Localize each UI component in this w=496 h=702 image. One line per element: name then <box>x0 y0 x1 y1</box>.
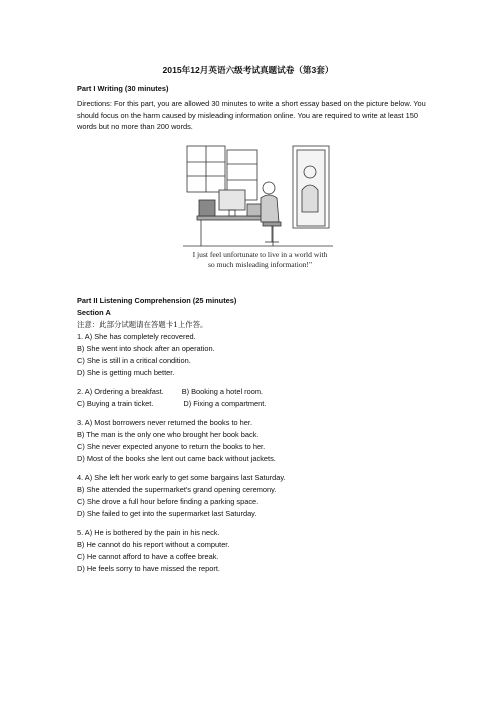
q3-option-c: C) She never expected anyone to return the books to her. <box>77 442 266 451</box>
caption-line-1: I just feel unfortunate to live in a world with <box>192 250 328 259</box>
q1-option-c: C) She is still in a critical condition. <box>77 356 191 365</box>
q2-option-a: 2. A) Ordering a breakfast. <box>77 387 164 396</box>
q3-option-b: B) The man is the only one who brought her book back. <box>77 430 259 439</box>
q3-option-d: D) Most of the books she lent out came back without jackets. <box>77 454 276 463</box>
caption-line-2: so much misleading information!" <box>207 260 313 269</box>
q1-option-b: B) She went into shock after an operation. <box>77 344 215 353</box>
page-title: 2015年12月英语六级考试真题试卷（第3套） <box>162 65 334 75</box>
q2-option-c: C) Buying a train ticket. <box>77 399 154 408</box>
section-a-heading: Section A <box>77 308 111 317</box>
writing-heading: Part I Writing (30 minutes) <box>77 84 169 93</box>
q1-option-d: D) She is getting much better. <box>77 368 175 377</box>
q2-option-d: D) Fixing a compartment. <box>183 399 267 408</box>
q4-option-b: B) She attended the supermarket's grand opening ceremony. <box>77 485 277 494</box>
q5-option-d: D) He feels sorry to have missed the report. <box>77 564 220 573</box>
answer-sheet-note: 注意：此部分试题请在答题卡1上作答。 <box>77 320 208 329</box>
q5-option-b: B) He cannot do his report without a computer. <box>77 540 230 549</box>
listening-heading: Part II Listening Comprehension (25 minutes) <box>77 296 237 305</box>
q2-row-1 <box>77 387 263 397</box>
q4-option-c: C) She drove a full hour before finding a parking space. <box>77 497 259 506</box>
q5-option-a: 5. A) He is bothered by the pain in his neck. <box>77 528 220 537</box>
q1-option-a: 1. A) She has completely recovered. <box>77 332 196 341</box>
writing-directions: Directions: For this part, you are allowed 30 minutes to write a short essay based on the picture below. You should focus on the harm caused by misleading information online. You are required to write at least 150 words but no more than 200 words. <box>77 99 426 132</box>
q5-option-c: C) He cannot afford to have a coffee break. <box>77 552 219 561</box>
q4-option-a: 4. A) She left her work early to get some bargains last Saturday. <box>77 473 286 482</box>
q4-option-d: D) She failed to get into the supermarket last Saturday. <box>77 509 257 518</box>
q3-option-a: 3. A) Most borrowers never returned the books to her. <box>77 418 252 427</box>
q2-option-b: B) Booking a hotel room. <box>181 387 264 396</box>
q2-row-2 <box>77 399 266 409</box>
cartoon-caption <box>160 250 360 270</box>
